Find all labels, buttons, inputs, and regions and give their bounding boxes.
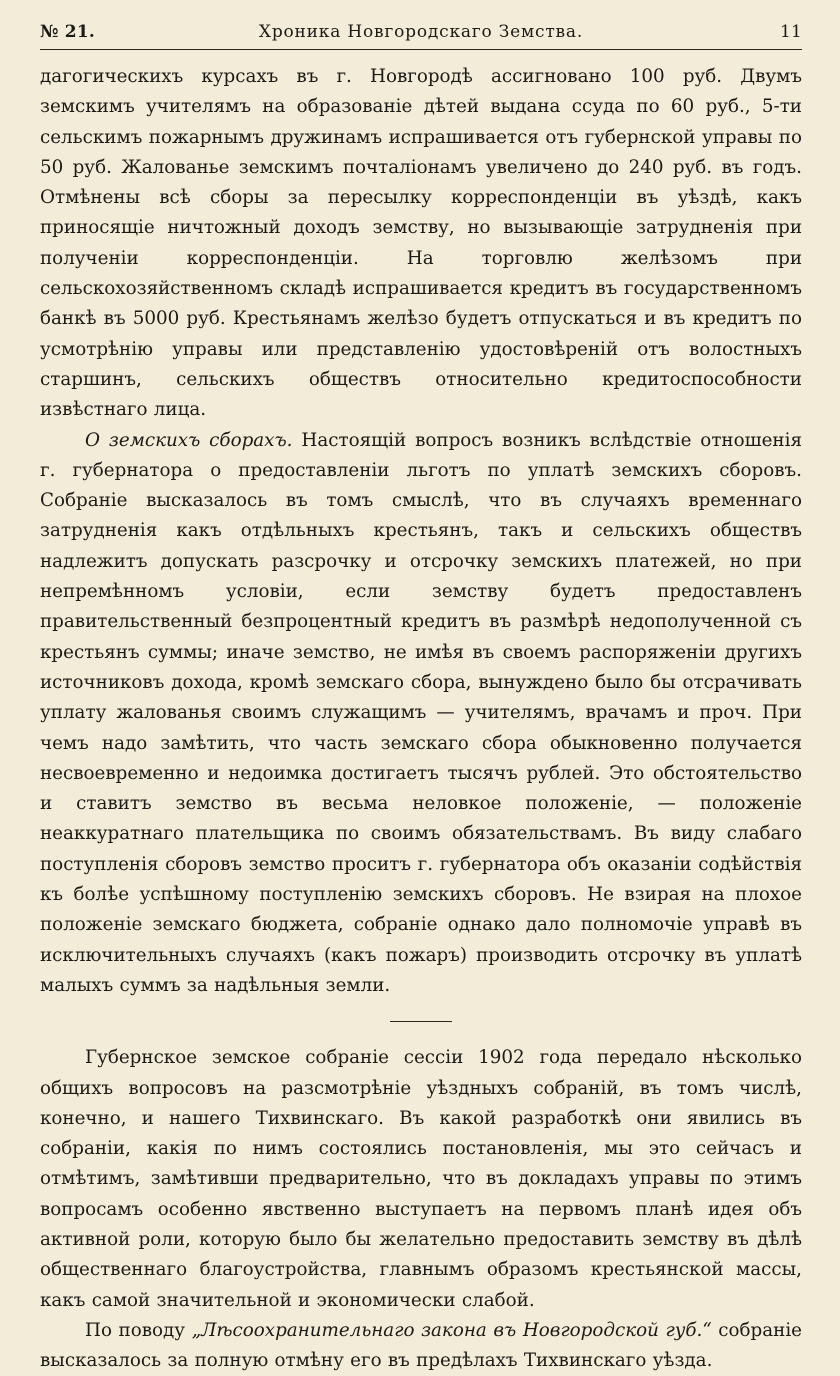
paragraph-forest-law xyxy=(40,1316,802,1376)
paragraph-heading-italic: О земскихъ сборахъ. xyxy=(85,429,293,451)
section-two xyxy=(40,1043,802,1376)
law-title-italic: „Лѣсоохранительнаго закона въ Новгородской губ.“ xyxy=(191,1319,712,1341)
section-separator xyxy=(40,1001,802,1041)
paragraph-zemstvo-levies xyxy=(40,426,802,1002)
paragraph-text-end: собраніе высказалось за полную отмѣну его въ предѣлахъ Тихвинскаго уѣзда. xyxy=(40,1319,803,1372)
page-number: 11 xyxy=(779,22,802,42)
paragraph-provincial-assembly: Губернское земское собраніе сессіи 1902 года передало нѣсколько общихъ вопросовъ на разсмотрѣніе уѣздныхъ собраній, въ томъ числѣ, конечно, и нашего Тихвинскаго. Въ какой разработкѣ они явились въ собраніи, какія по нимъ состоялись постановленія, мы это сейчасъ и отмѣтимъ, замѣтивши предварительно, что въ докладахъ управы по этимъ вопросамъ особенно явственно выступаетъ на первомъ планѣ идея объ активной роли, которую было бы желательно предоставить земству въ дѣлѣ общественнаго благоустройства, главнымъ образомъ крестьянской массы, какъ самой значительной и экономически слабой. xyxy=(40,1047,802,1311)
separator-rule xyxy=(390,1021,452,1022)
running-header xyxy=(40,22,802,50)
journal-title: Хроника Новгородскаго Земства. xyxy=(258,22,584,42)
paragraph-text: Настоящій вопросъ возникъ вслѣдствіе отношенія г. губернатора о предоставленіи льготъ по уплатѣ земскихъ сборовъ. Собраніе высказалось въ томъ смыслѣ, что въ случаяхъ временнаго затрудненія какъ отдѣльныхъ крестьянъ, такъ и сельскихъ обществъ надлежитъ допускать разсрочку и отсрочку земскихъ платежей, но при непремѣнномъ условіи, если земству будетъ предоставленъ правительственный безпроцентный кредитъ въ размѣрѣ недополученной съ крестьянъ суммы; иначе земство, не имѣя въ своемъ распоряженіи другихъ источниковъ дохода, кромѣ земскаго сбора, вынуждено было бы отсрачивать уплату жалованья своимъ служащимъ — учителямъ, врачамъ и проч. При чемъ надо замѣтить, что часть земскаго сбора обыкновенно получается несвоевременно и недоимка достигаетъ тысячъ рублей. Это обстоятельство и ставитъ земство въ весьма неловкое положеніе, — положеніе неаккуратнаго плательщика по своимъ обязательствамъ. Въ виду слабаго поступленія сборовъ земство проситъ г. губернатора объ оказаніи содѣйствія къ болѣе успѣшному поступленію земскихъ сборовъ. Не взирая на плохое положеніе земскаго бюджета, собраніе однако дало полномочіе управѣ въ исключительныхъ случаяхъ (какъ пожаръ) производить отсрочку въ уплатѣ малыхъ суммъ за надѣльныя земли. xyxy=(40,429,802,996)
paragraph-text-start: По поводу xyxy=(85,1319,192,1341)
paragraph-continuation: дагогическихъ курсахъ въ г. Новгородѣ ассигновано 100 руб. Двумъ земскимъ учителямъ на образованіе дѣтей выдана ссуда по 60 руб., 5-ти сельскимъ пожарнымъ дружинамъ испрашивается отъ губернской управы по 50 руб. Жалованье земскимъ почталіонамъ увеличено до 240 руб. въ годъ. Отмѣнены всѣ сборы за пересылку корреспонденціи въ уѣздѣ, какъ приносящіе ничтожный доходъ земству, но вызывающіе затрудненія при полученіи корреспонденціи. На торговлю желѣзомъ при сельскохозяйственномъ складѣ испрашивается кредитъ въ государственномъ банкѣ въ 5000 руб. Крестьянамъ желѣзо будетъ отпускаться и въ кредитъ по усмотрѣнію управы или представленію удостовѣреній отъ волостныхъ старшинъ, сельскихъ обществъ относительно кредитоспособности извѣстнаго лица. xyxy=(40,66,802,421)
article-body xyxy=(40,62,802,1376)
issue-number: № 21. xyxy=(40,22,95,42)
